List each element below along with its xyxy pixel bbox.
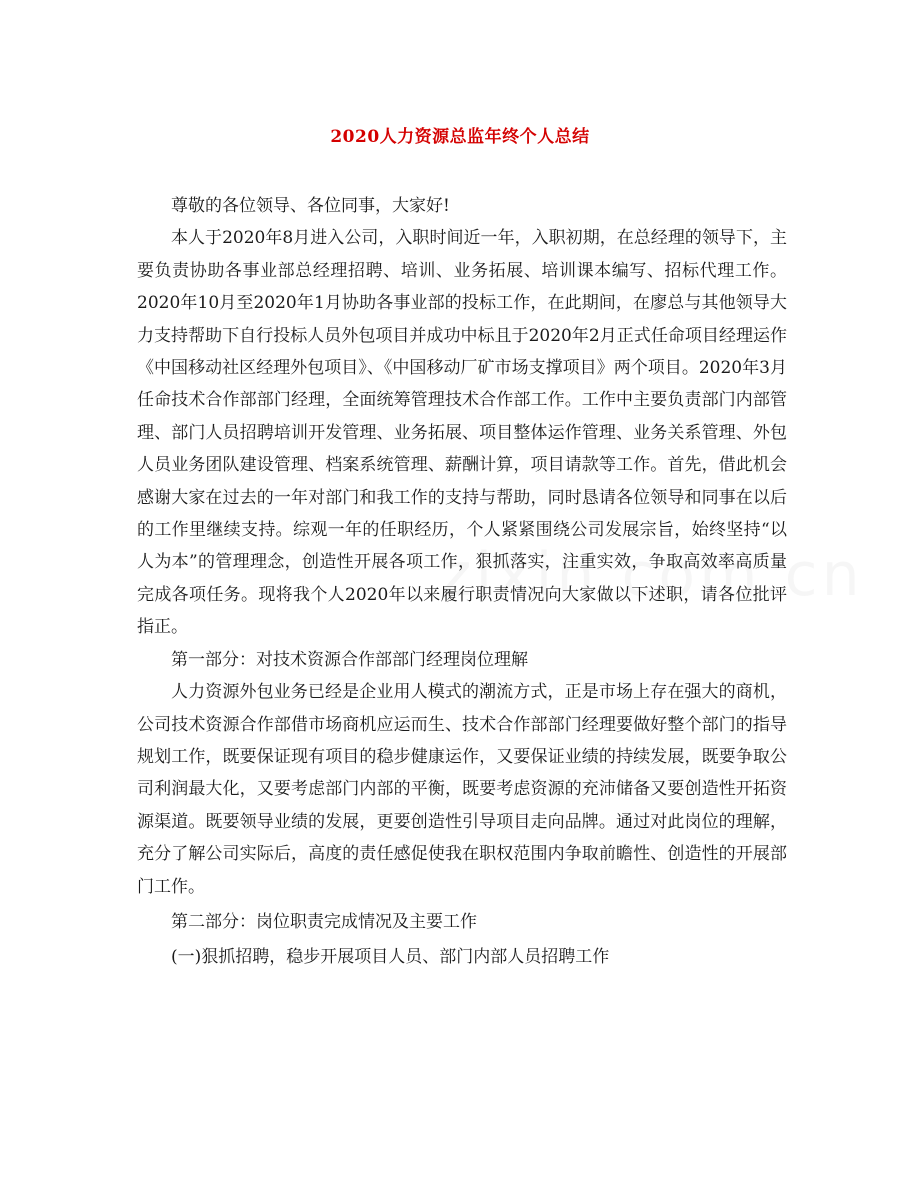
greeting-paragraph: 尊敬的各位领导、各位同事，大家好! [171,196,450,216]
intro-paragraph: 本人于2020年8月进入公司，入职时间近一年，入职初期，在总经理的领导下，主要负责协助各事业部总经理招聘、培训、业务拓展、培训课本编写、招标代理工作。2020年10月至2020年1月协助各事业部的投标工作，在此期间，在廖总与其他领导大力支持帮助下自行投标人员外包项目并成功中标且于2020年2月正式任命项目经理运作《中国移动社区经理外包项目》、《中国移动厂矿市场支撑项目》两个项目。2020年3月任命技术合作部部门经理，全面统筹管理技术合作部工作。工作中主要负责部门内部管理、部门人员招聘培训开发管理、业务拓展、项目整体运作管理、业务关系管理、外包人员业务团队建设管理、档案系统管理、薪酬计算，项目请款等工作。首先，借此机会感谢大家在过去的一年对部门和我工作的支持与帮助，同时恳请各位领导和同事在以后的工作里继续支持。综观一年的任职经历，个人紧紧围绕公司发展宗旨，始终坚持“以人为本”的管理理念，创造性开展各项工作，狠抓落实，注重实效，争取高效率高质量完成各项任务。现将我个人2020年以来履行职责情况向大家做以下述职，请各位批评指正。 [137,228,787,638]
subsection-one-heading: (一)狠抓招聘，稳步开展项目人员、部门内部人员招聘工作 [171,947,610,968]
section-two-heading: 第二部分：岗位职责完成情况及主要工作 [171,911,477,932]
document-title: 2020人力资源总监年终个人总结 [330,127,590,147]
section-one-heading: 第一部分：对技术资源合作部部门经理岗位理解 [171,649,528,670]
section-one-paragraph: 人力资源外包业务已经是企业用人模式的潮流方式，正是市场上存在强大的商机，公司技术资源合作部借市场商机应运而生、技术合作部部门经理要做好整个部门的指导规划工作，既要保证现有项目的稳步健康运作，又要保证业绩的持续发展，既要争取公司利润最大化，又要考虑部门内部的平衡，既要考虑资源的充沛储备又要创造性开拓资源渠道。既要领导业绩的发展，更要创造性引导项目走向品牌。通过对此岗位的理解，充分了解公司实际后，高度的责任感促使我在职权范围内争取前瞻性、创造性的开展部门工作。 [137,682,787,897]
document-body [137,190,787,974]
